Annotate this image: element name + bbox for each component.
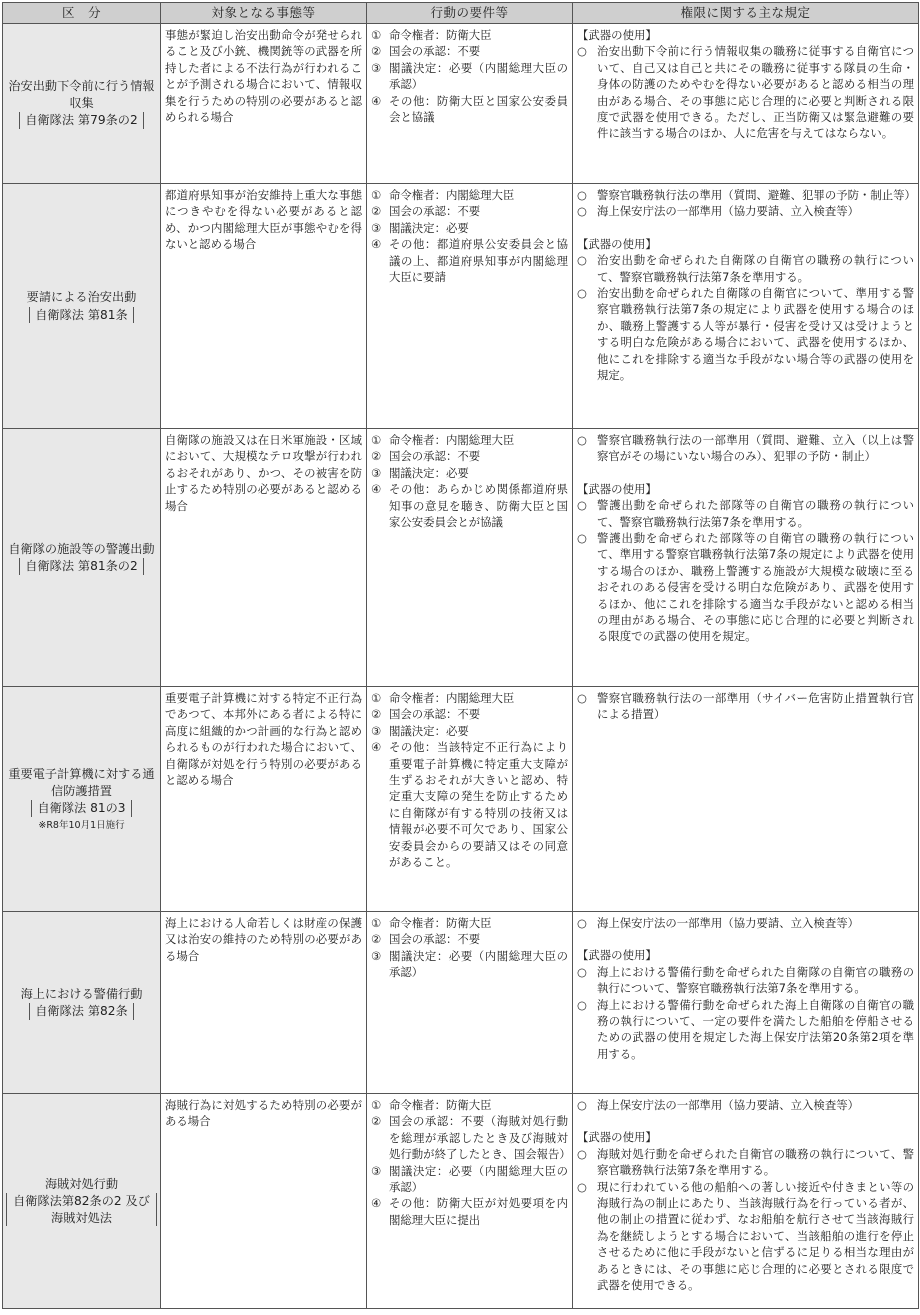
spacer: [577, 220, 914, 236]
authority-item: [577, 530, 914, 645]
category-note: ※R8年10月1日施行: [38, 819, 125, 831]
bullet-circle-icon: ○: [577, 964, 587, 979]
requirement-text: 命令権者：内閣総理大臣: [389, 188, 515, 202]
weapon-use-heading: 【武器の使用】: [577, 236, 657, 251]
requirement-number: ②: [371, 449, 382, 464]
authority-item: [577, 252, 914, 285]
table-body: [3, 24, 919, 1309]
category-law: 自衛隊法 第79条の2: [19, 112, 143, 129]
situation-cell: 都道府県知事が治安維持上重大な事態につきやむを得ない必要があると認め、かつ内閣総理大臣が事態やむを得ないと認める場合: [161, 184, 367, 429]
bullet-circle-icon: ○: [577, 997, 587, 1012]
requirement-item: [371, 27, 568, 43]
requirements-cell: [367, 184, 573, 429]
requirement-item: [371, 203, 568, 219]
requirement-number: ①: [371, 691, 382, 705]
category-law: 自衛隊法 第82条: [29, 1003, 134, 1020]
authority-item: [577, 1179, 914, 1294]
authority-text: 警察官職務執行法の準用（質問、避難、犯罪の予防・制止等）: [597, 188, 916, 202]
category-cell: [3, 184, 161, 429]
requirement-item: [371, 1195, 568, 1228]
authority-text: 治安出動を命ぜられた自衛隊の自衛官の職務の執行について、警察官職務執行法第7条を準用する。: [597, 253, 914, 284]
requirement-number: ③: [371, 1163, 382, 1178]
requirement-text: 国会の承認：不要: [389, 204, 481, 219]
header-authority: 権限に関する主な規定: [573, 3, 919, 24]
requirement-text: 閣議決定：必要（内閣総理大臣の承認）: [389, 1163, 568, 1195]
authority-item: [577, 43, 914, 141]
requirement-item: [371, 43, 568, 59]
authority-item: [577, 1146, 914, 1179]
requirement-text: 国会の承認：不要（海賊対処行動を総理が承認したとき及び海賊対処行動が終了したとき、国会報告）: [389, 1114, 571, 1162]
requirement-number: ②: [371, 932, 382, 947]
requirement-number: ②: [371, 707, 382, 722]
bullet-circle-icon: ○: [577, 253, 587, 268]
requirement-text: 命令権者：防衛大臣: [389, 28, 492, 42]
requirement-text: その他：防衛大臣と国家公安委員会と協議: [389, 93, 568, 125]
authority-item: [577, 187, 914, 203]
authority-item: [577, 497, 914, 530]
requirement-item: [371, 739, 568, 870]
authority-text: 警護出動を命ぜられた部隊等の自衛官の職務の執行について、準用する警察官職務執行法第7条の規定により武器を使用する場合のほか、職務上警護する施設が大規模な破壊に至るおそれのある侵害を受ける明白な危険があり、武器を使用するほか、他にこれを排除する適当な手段がないと認める相当の理由がある場合、その事態に応じ合理的に必要と判断される限度での武器の使用を規定。: [597, 531, 914, 644]
requirement-item: [371, 706, 568, 722]
requirement-text: 命令権者：内閣総理大臣: [389, 691, 515, 705]
requirement-number: ④: [371, 740, 382, 755]
bullet-circle-icon: ○: [577, 531, 587, 546]
table-row: [3, 24, 919, 184]
category-title: 自衛隊の施設等の警護出動: [8, 541, 155, 556]
authority-text: 現に行われている他の船舶への著しい接近や付きまとい等の海賊行為の制止にあたり、当該海賊行為を行っている者が、他の制止の措置に従わず、なお船舶を航行させて当該海賊行為を継続しようとする場合において、当該船舶の進行を停止させるために他に手段がないと信ずるに足りる相当な理由があるときには、その事態に応じ合理的に必要とされる限度で武器を使用できる。: [597, 1179, 914, 1293]
requirement-number: ③: [371, 465, 382, 480]
requirement-item: [371, 690, 568, 706]
weapon-use-heading: 【武器の使用】: [577, 28, 657, 42]
requirement-text: 閣議決定：必要: [389, 465, 469, 480]
authority-item: [577, 964, 914, 997]
requirement-text: 国会の承認：不要: [389, 449, 481, 464]
requirement-text: 閣議決定：必要: [389, 723, 469, 738]
bullet-circle-icon: ○: [577, 433, 587, 447]
spacer: [577, 465, 914, 481]
requirement-item: [371, 931, 568, 947]
table-row: [3, 912, 919, 1094]
requirement-item: [371, 93, 568, 126]
situation-cell: 海上における人命若しくは財産の保護又は治安の維持のため特別の必要がある場合: [161, 912, 367, 1094]
category-cell: [3, 1094, 161, 1309]
table-row: [3, 184, 919, 429]
category-law: 自衛隊法第82条の2 及び海賊対処法: [6, 1193, 157, 1226]
requirement-item: [371, 432, 568, 448]
bullet-circle-icon: ○: [577, 916, 587, 930]
requirements-cell: [367, 687, 573, 912]
weapon-use-heading: 【武器の使用】: [577, 1130, 657, 1145]
category-title: 治安出動下令前に行う情報収集: [8, 79, 155, 110]
category-cell: [3, 24, 161, 184]
category-title: 重要電子計算機に対する通信防護措置: [8, 767, 155, 798]
spacer: [577, 931, 914, 947]
table-row: [3, 429, 919, 687]
header-situation: 対象となる事態等: [161, 3, 367, 24]
header-requirements: 行動の要件等: [367, 3, 573, 24]
requirement-number: ①: [371, 916, 382, 930]
bullet-circle-icon: ○: [577, 286, 587, 301]
requirement-text: 国会の承認：不要: [389, 44, 481, 59]
bullet-circle-icon: ○: [577, 1098, 587, 1112]
authority-item: [577, 997, 914, 1063]
authority-cell: [573, 24, 919, 184]
requirement-number: ④: [371, 482, 382, 497]
authority-item: [577, 432, 914, 465]
situation-cell: 自衛隊の施設又は在日米軍施設・区域において、大規模なテロ攻撃が行われるおそれがあり、かつ、その被害を防止するため特別の必要があると認める場合: [161, 429, 367, 687]
requirement-number: ③: [371, 723, 382, 738]
authority-cell: [573, 1094, 919, 1309]
authority-item: [577, 915, 914, 931]
requirement-item: [371, 948, 568, 981]
requirement-item: [371, 220, 568, 236]
requirement-number: ②: [371, 1114, 382, 1129]
category-cell: [3, 912, 161, 1094]
requirements-cell: [367, 24, 573, 184]
authority-item: [577, 285, 914, 383]
authority-item: [577, 1097, 914, 1113]
category-law: 自衛隊法 81の3: [31, 800, 131, 817]
category-law: 自衛隊法 第81条の2: [19, 558, 143, 575]
category-cell: [3, 429, 161, 687]
requirements-cell: [367, 1094, 573, 1309]
authority-text: 海上における警備行動を命ぜられた海上自衛隊の自衛官の職務の執行について、一定の要件を満たした船舶を停船させるための武器の使用を規定した海上保安庁法第20条第2項を準用する。: [597, 997, 914, 1061]
header-category: 区 分: [3, 3, 161, 24]
requirement-text: その他：当該特定不正行為により重要電子計算機に特定重大支障が生ずるおそれが大きいと認め、特定重大支障の発生を防止するために自衛隊が有する特別の技術又は情報が必要不可欠であり、国家公安委員会からの要請又はその同意があること。: [389, 740, 568, 870]
spacer: [577, 1113, 914, 1129]
requirement-number: ④: [371, 1196, 382, 1211]
requirement-number: ④: [371, 237, 382, 252]
category-title: 海賊対処行動: [44, 1176, 119, 1191]
bullet-circle-icon: ○: [577, 188, 587, 202]
requirement-item: [371, 481, 568, 530]
authority-text: 海上保安庁法の一部準用（協力要請、立入検査等）: [597, 1098, 859, 1112]
authority-cell: [573, 429, 919, 687]
requirement-text: 国会の承認：不要: [389, 707, 481, 722]
category-cell: [3, 687, 161, 912]
requirements-cell: [367, 429, 573, 687]
authority-item: [577, 690, 914, 723]
authority-text: 警護出動を命ぜられた部隊等の自衛官の職務の執行について、警察官職務執行法第7条を準用する。: [597, 498, 914, 529]
requirements-cell: [367, 912, 573, 1094]
requirement-text: 命令権者：内閣総理大臣: [389, 433, 515, 447]
requirement-text: 国会の承認：不要: [389, 932, 481, 947]
requirement-item: [371, 723, 568, 739]
authority-text: 警察官職務執行法の一部準用（質問、避難、立入（以上は警察官がその場にいない場合のみ）、犯罪の予防・制止）: [597, 433, 914, 464]
requirement-number: ①: [371, 28, 382, 42]
weapon-use-heading: 【武器の使用】: [577, 948, 657, 963]
requirement-number: ③: [371, 60, 382, 75]
requirement-text: その他：あらかじめ関係都道府県知事の意見を聴き、防衛大臣と国家公安委員会とが協議: [389, 482, 568, 530]
category-title: 要請による治安出動: [26, 290, 137, 304]
requirement-item: [371, 1163, 568, 1196]
bullet-circle-icon: ○: [577, 1146, 587, 1161]
law-table: [2, 2, 919, 1309]
requirement-number: ④: [371, 93, 382, 108]
requirement-number: ①: [371, 1098, 382, 1112]
authority-text: 治安出動下令前に行う情報収集の職務に従事する自衛官について、自己又は自己と共にその職務に従事する隊員の生命・身体の防護のためやむを得ない必要があると認める相当の理由がある場合、その事態に応じ合理的に必要と判断される限度で武器を使用できる。ただし、正当防衛又は緊急避難の要件に該当する場合のほか、人に危害を与えてはならない。: [597, 44, 914, 141]
authority-cell: [573, 687, 919, 912]
requirement-item: [371, 915, 568, 931]
requirement-item: [371, 60, 568, 93]
header-row: [3, 3, 919, 24]
requirement-number: ①: [371, 433, 382, 447]
authority-text: 警察官職務執行法の一部準用（サイバー危害防止措置執行官による措置）: [597, 691, 914, 722]
bullet-circle-icon: ○: [577, 1179, 587, 1194]
requirement-item: [371, 236, 568, 285]
table-row: [3, 687, 919, 912]
category-law: 自衛隊法 第81条: [29, 307, 134, 324]
requirement-text: その他：防衛大臣が対処要項を内閣総理大臣に提出: [389, 1196, 568, 1227]
authority-text: 治安出動を命ぜられた自衛隊の自衛官について、準用する警察官職務執行法第7条の規定により武器を使用する場合のほか、職務上警護する人等が暴行・侵害を受け又は受けようとする明白な危険がある場合において、武器を使用するほか、他にこれを排除する適当な手段がない場合等の武器の使用を規定。: [597, 286, 914, 383]
requirement-text: 命令権者：防衛大臣: [389, 916, 492, 930]
authority-text: 海賊対処行動を命ぜられた自衛官の職務の執行について、警察官職務執行法第7条を準用する。: [597, 1146, 914, 1178]
requirement-number: ③: [371, 948, 382, 963]
situation-cell: 海賊行為に対処するため特別の必要がある場合: [161, 1094, 367, 1309]
requirement-number: ①: [371, 188, 382, 202]
weapon-use-heading: 【武器の使用】: [577, 481, 657, 496]
requirement-item: [371, 465, 568, 481]
situation-cell: 重要電子計算機に対する特定不正行為であつて、本邦外にある者による特に高度に組織的かつ計画的な行為と認められるものが行われた場合において、自衛隊が対処を行う特別の必要があると認める場合: [161, 687, 367, 912]
table-row: [3, 1094, 919, 1309]
requirement-item: [371, 448, 568, 464]
authority-text: 海上保安庁法の一部準用（協力要請、立入検査等）: [597, 204, 859, 219]
requirement-text: 閣議決定：必要（内閣総理大臣の承認）: [389, 948, 568, 980]
requirement-number: ③: [371, 220, 382, 235]
authority-cell: [573, 184, 919, 429]
authority-text: 海上保安庁法の一部準用（協力要請、立入検査等）: [597, 916, 859, 930]
requirement-text: 閣議決定：必要（内閣総理大臣の承認）: [389, 60, 568, 92]
requirement-item: [371, 1097, 568, 1113]
bullet-circle-icon: ○: [577, 498, 587, 513]
category-title: 海上における警備行動: [20, 986, 143, 1001]
requirement-text: 閣議決定：必要: [389, 220, 469, 235]
authority-item: [577, 203, 914, 219]
bullet-circle-icon: ○: [577, 691, 587, 705]
bullet-circle-icon: ○: [577, 204, 587, 219]
requirement-item: [371, 187, 568, 203]
situation-cell: 事態が緊迫し治安出動命令が発せられること及び小銃、機関銃等の武器を所持した者による不法行為が行われることが予測される場合において、情報収集を行うための特別の必要があると認められる場合: [161, 24, 367, 184]
authority-text: 海上における警備行動を命ぜられた自衛隊の自衛官の職務の執行について、警察官職務執行法第7条を準用する。: [597, 964, 914, 996]
bullet-circle-icon: ○: [577, 44, 587, 59]
requirement-text: その他：都道府県公安委員会と協議の上、都道府県知事が内閣総理大臣に要請: [389, 237, 568, 285]
requirement-item: [371, 1113, 571, 1162]
authority-cell: [573, 912, 919, 1094]
requirement-number: ②: [371, 204, 382, 219]
requirement-text: 命令権者：防衛大臣: [389, 1098, 492, 1112]
requirement-number: ②: [371, 44, 382, 59]
